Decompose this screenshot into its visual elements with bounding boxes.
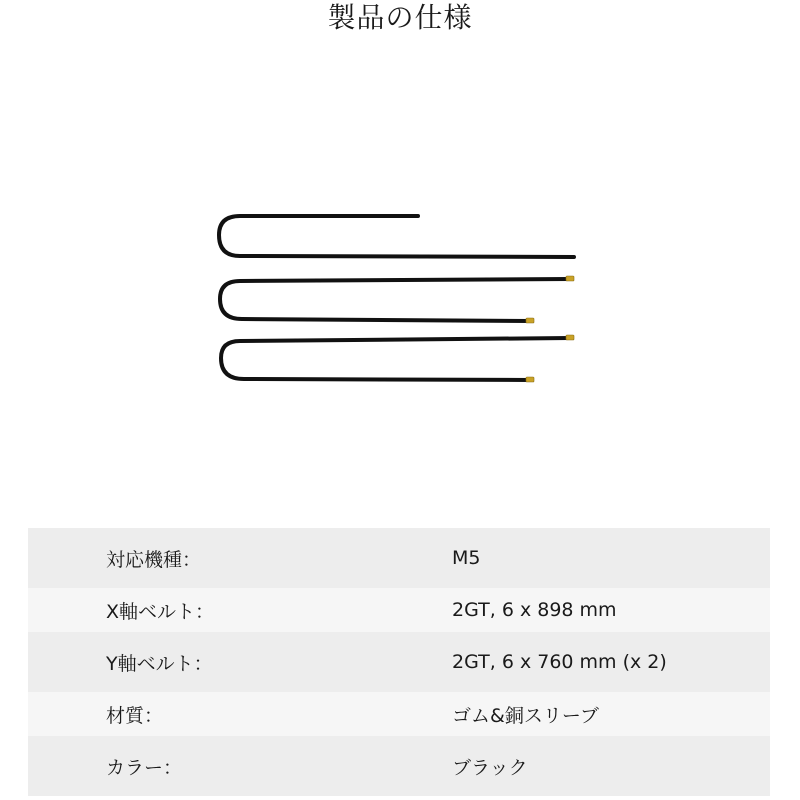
spec-row-color: [28, 736, 770, 796]
y-axis-belt-2: [221, 338, 570, 380]
spec-value: ブラック: [452, 756, 528, 779]
spec-value: 2GT, 6 x 898 mm: [452, 599, 617, 621]
copper-sleeve: [526, 318, 534, 323]
spec-row-y-belt: [28, 632, 770, 692]
spec-label: カラー：: [106, 756, 183, 779]
spec-row-model: [28, 528, 770, 588]
spec-row-material: [28, 692, 770, 736]
copper-sleeve: [566, 276, 574, 281]
spec-value: ゴム&銅スリーブ: [452, 704, 599, 727]
spec-value: 2GT, 6 x 760 mm (x 2): [452, 651, 667, 673]
spec-label: X軸ベルト：: [106, 600, 215, 623]
copper-sleeve: [526, 377, 534, 382]
timing-belts-image: [200, 195, 600, 400]
spec-label: Y軸ベルト：: [106, 652, 213, 675]
spec-label: 対応機種：: [106, 548, 202, 571]
page-title: 製品の仕様: [327, 1, 473, 34]
spec-label: 材質：: [106, 704, 164, 727]
copper-sleeve: [566, 335, 574, 340]
x-axis-belt: [219, 216, 574, 257]
spec-table: [28, 528, 770, 796]
y-axis-belt-1: [220, 279, 570, 321]
spec-value: M5: [452, 547, 481, 569]
spec-row-x-belt: [28, 588, 770, 632]
